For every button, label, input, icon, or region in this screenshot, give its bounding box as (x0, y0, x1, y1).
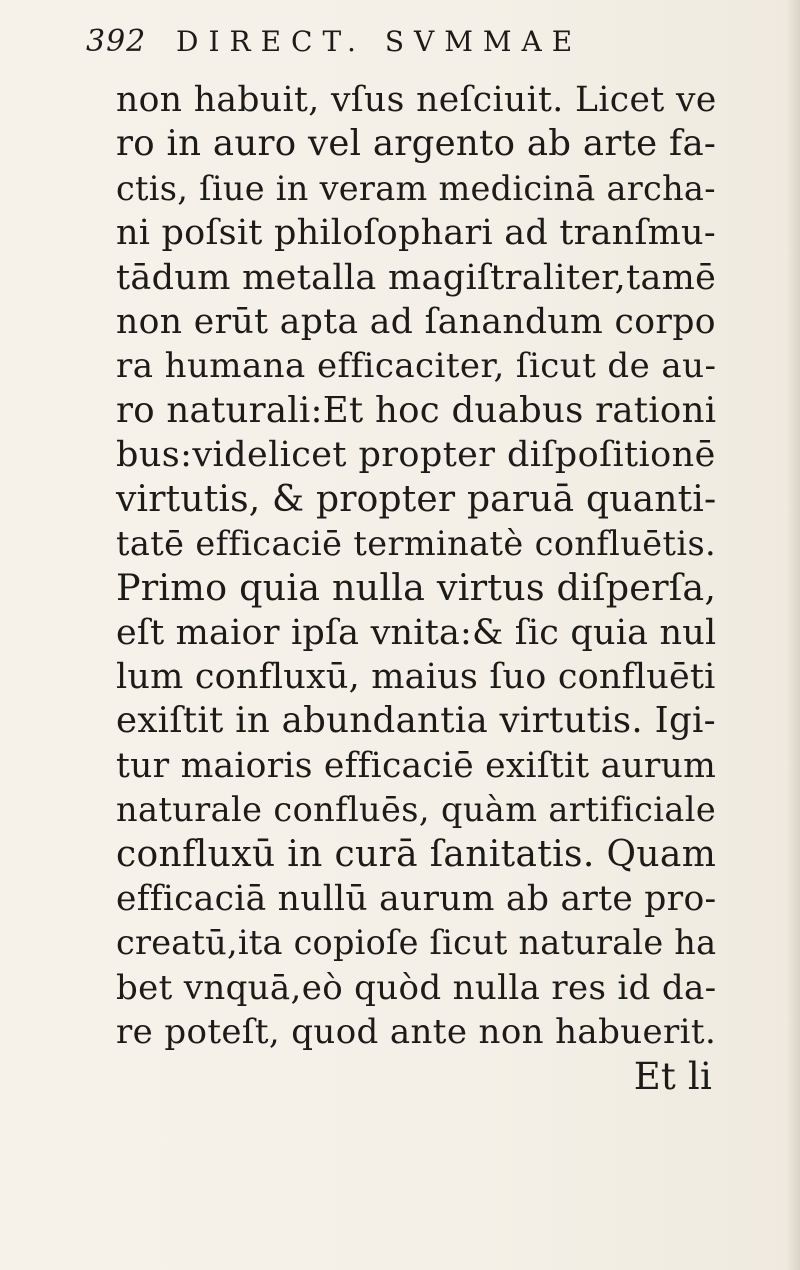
text-line: non habuit, vſus neſciuit. Licet ve (116, 80, 717, 120)
text-line: ro in auro vel argento ab arte fa- (116, 123, 717, 165)
catchword: Et li (633, 1054, 712, 1098)
page-number: 392 (86, 24, 147, 59)
text-line: ctis, ſiue in veram medicinā archa- (116, 168, 716, 208)
text-line: ro naturali:Et hoc duabus rationi (116, 389, 717, 431)
running-head: DIRECT. SVMMAE (176, 25, 583, 58)
body-text (116, 78, 716, 1099)
text-line: tādum metalla magiſtraliter,tamē (116, 257, 717, 298)
text-line: virtutis, & propter paruā quanti- (116, 478, 717, 520)
text-line: efficaciā nullū aurum ab arte pro- (116, 879, 717, 920)
text-line: ni poſsit philoſophari ad tranſmu- (116, 213, 716, 254)
text-line: naturale confluēs, quàm artificiale (116, 790, 717, 830)
text-line: bus:videlicet propter diſpoſitionē (116, 435, 716, 476)
text-line: bet vnquā,eò quòd nulla res id da- (116, 967, 717, 1008)
text-line: ra humana efficaciter, ſicut de au- (116, 346, 717, 387)
text-line: eſt maior ipſa vnita:& ſic quia nul (116, 612, 717, 653)
text-line: re poteſt, quod ante non habuerit. (116, 1012, 717, 1053)
text-line: lum confluxū, maius ſuo confluēti (116, 657, 716, 698)
page-header (86, 24, 726, 70)
text-line: Primo quia nulla virtus diſperſa, (116, 566, 717, 610)
text-line: confluxū in curā ſanitatis. Quam (116, 833, 717, 875)
text-line: tur maioris efficaciē exiſtit aurum (116, 745, 717, 786)
text-line: creatū,ita copioſe ſicut naturale ha (116, 923, 717, 963)
text-line: non erūt apta ad ſanandum corpo (116, 301, 716, 342)
text-line: tatē efficaciē terminatè confluētis. (116, 523, 717, 563)
page-edge-shadow (786, 0, 800, 1270)
text-line: exiſtit in abundantia virtutis. Igi- (116, 700, 716, 742)
